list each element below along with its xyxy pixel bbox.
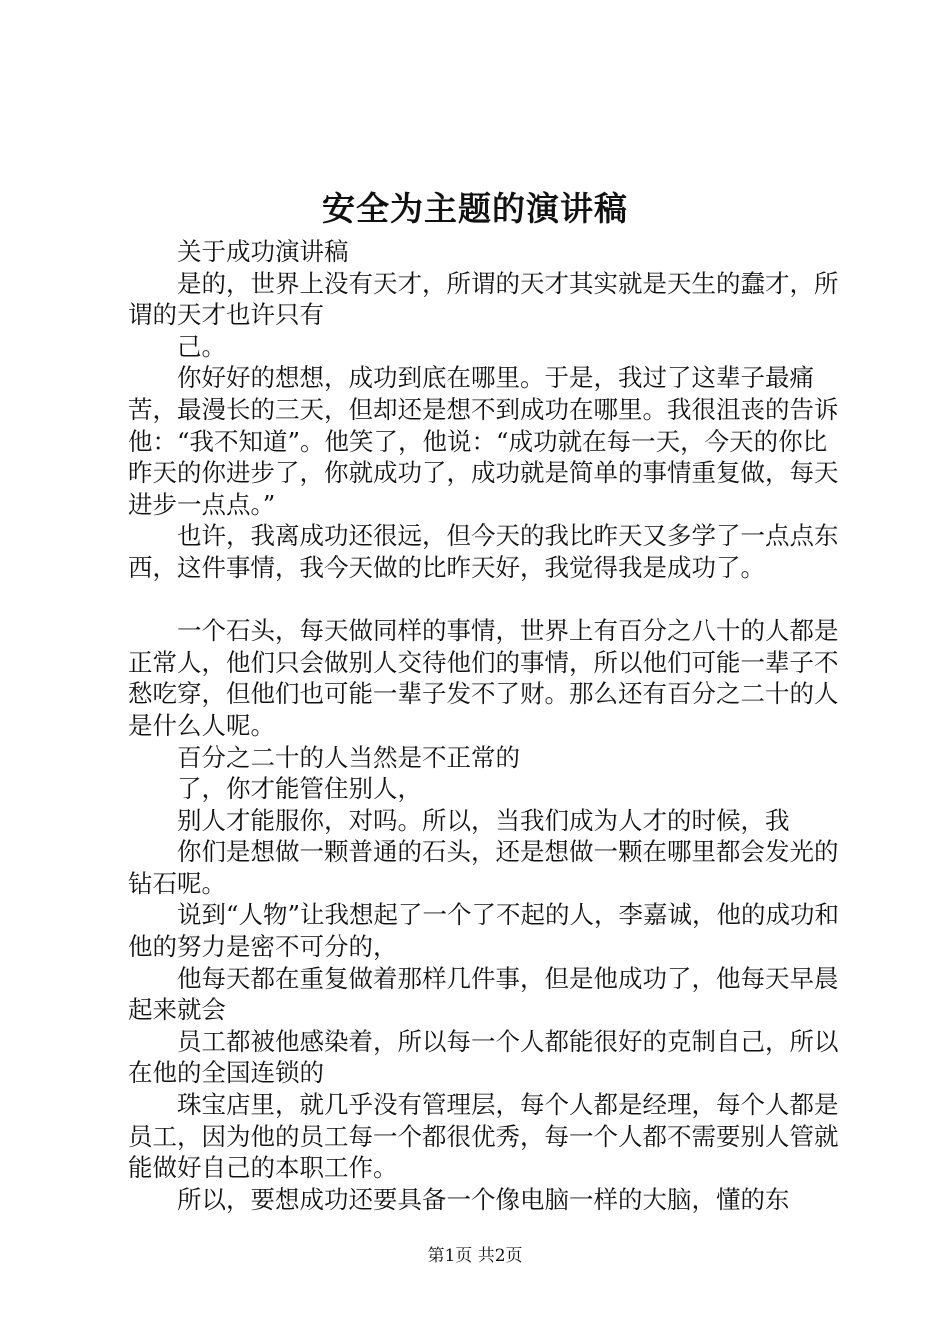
paragraph: 一个石头，每天做同样的事情，世界上有百分之八十的人都是正常人，他们只会做别人交待他们的事情，所以他们可能一辈子不愁吃穿，但他们也可能一辈子发不了财。那么还有百分之二十的人是什么人呢。 (128, 616, 839, 740)
paragraph: 你们是想做一颗普通的石头，还是想做一颗在哪里都会发光的钻石呢。 (128, 837, 839, 898)
paragraph: 己。 (177, 331, 226, 361)
paragraph: 了，你才能管住别人， (177, 774, 422, 804)
paragraph: 也许，我离成功还很远，但今天的我比昨天又多学了一点点东西，这件事情，我今天做的比昨天好，我觉得我是成功了。 (128, 521, 839, 582)
paragraph: 所以，要想成功还要具备一个像电脑一样的大脑，懂的东 (177, 1184, 790, 1214)
paragraph: 是的，世界上没有天才，所谓的天才其实就是天生的蠢才，所谓的天才也许只有 (128, 268, 839, 330)
paragraph: 说到“人物”让我想起了一个了不起的人，李嘉诚，他的成功和他的努力是密不可分的， (128, 900, 840, 962)
paragraph: 你好好的想想，成功到底在哪里。于是，我过了这辈子最痛苦，最漫长的三天，但却还是想不到成功在哪里。我很沮丧的告诉他：“我不知道”。他笑了，他说：“成功就在每一天，今天的你比昨天的你进步了，你就成功了，成功就是简单的事情重复做，每天进步一点点。” (128, 363, 839, 519)
paragraph: 员工都被他感染着，所以每一个人都能很好的克制自己，所以在他的全国连锁的 (128, 1026, 839, 1088)
page-footer: 第1页 共2页 (427, 1246, 523, 1266)
paragraph: 他每天都在重复做着那样几件事，但是他成功了，他每天早晨起来就会 (128, 963, 839, 1025)
paragraph: 别人才能服你，对吗。所以，当我们成为人才的时候，我 (177, 805, 790, 835)
page-title: 安全为主题的演讲稿 (322, 189, 628, 228)
document-body (128, 236, 848, 1215)
paragraph: 百分之二十的人当然是不正常的 (177, 742, 520, 772)
paragraph: 珠宝店里，就几乎没有管理层，每个人都是经理，每个人都是员工，因为他的员工每一个都很优秀，每一个人都不需要别人管就能做好自己的本职工作。 (128, 1090, 839, 1183)
paragraph: 关于成功演讲稿 (177, 237, 349, 266)
